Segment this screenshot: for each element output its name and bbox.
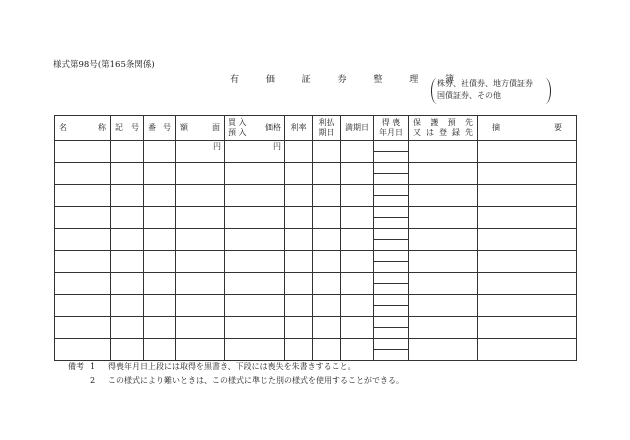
- lost-date-slot[interactable]: [374, 240, 408, 250]
- header-price-label: 価格: [265, 123, 281, 132]
- ledger-cell[interactable]: [478, 251, 577, 273]
- ledger-cell[interactable]: [111, 295, 144, 317]
- ledger-cell[interactable]: [176, 185, 225, 207]
- ledger-cell[interactable]: [409, 207, 478, 229]
- header-number: [144, 116, 176, 141]
- ledger-cell[interactable]: [176, 273, 225, 295]
- ledger-cell[interactable]: [111, 185, 144, 207]
- lost-date-slot[interactable]: [374, 196, 408, 206]
- header-remarks-label: 摘 要: [492, 123, 562, 132]
- header-custody: [409, 116, 478, 141]
- header-custody-label: 保 護 預 先: [413, 118, 473, 127]
- acquisition-date-cell[interactable]: [374, 273, 409, 295]
- ledger-cell[interactable]: [225, 163, 285, 185]
- acquisition-date-cell[interactable]: [374, 163, 409, 185]
- header-face-value: [176, 116, 225, 141]
- ledger-cell[interactable]: [341, 229, 374, 251]
- ledger-cell[interactable]: [225, 339, 285, 361]
- ledger-cell[interactable]: [144, 317, 176, 339]
- table-row: [55, 207, 577, 229]
- acquired-date-slot[interactable]: [374, 251, 408, 262]
- ledger-cell[interactable]: [313, 207, 341, 229]
- header-registry-label: 又 は 登 録 先: [413, 128, 473, 137]
- ledger-cell[interactable]: [144, 339, 176, 361]
- acquisition-date-cell[interactable]: [374, 317, 409, 339]
- header-name-label: 名 称: [59, 123, 106, 132]
- ledger-cell[interactable]: [225, 229, 285, 251]
- acquired-date-slot[interactable]: [374, 185, 408, 196]
- table-row: [55, 229, 577, 251]
- notes: [68, 360, 404, 388]
- ledger-cell[interactable]: [176, 251, 225, 273]
- header-face-label: 額 面: [180, 123, 220, 132]
- acquisition-date-cell[interactable]: [374, 295, 409, 317]
- note-text: 得喪年月日上段には取得を黒書き、下段には喪失を朱書きすること。: [108, 362, 356, 371]
- ledger-cell[interactable]: [341, 185, 374, 207]
- page-title: 有 価 証 券 整 理 簿: [230, 75, 467, 85]
- ledger-cell[interactable]: [176, 207, 225, 229]
- acquisition-date-cell[interactable]: [374, 141, 409, 163]
- header-rate-label: 利率: [290, 123, 307, 132]
- table-row: [55, 317, 577, 339]
- lost-date-slot[interactable]: [374, 328, 408, 338]
- ledger-cell[interactable]: [285, 273, 313, 295]
- ledger-cell[interactable]: [409, 295, 478, 317]
- ledger-cell[interactable]: [478, 185, 577, 207]
- securities-ledger-table: [54, 115, 577, 361]
- header-purchase-price: [225, 116, 285, 141]
- header-symbol-label: 記 号: [115, 123, 139, 132]
- ledger-cell[interactable]: [478, 317, 577, 339]
- ledger-cell[interactable]: [225, 317, 285, 339]
- ledger-cell[interactable]: [478, 163, 577, 185]
- note-item: [68, 374, 404, 388]
- ledger-cell[interactable]: [111, 317, 144, 339]
- ledger-cell[interactable]: [176, 339, 225, 361]
- header-acquisition-date: [374, 116, 409, 141]
- ledger-cell[interactable]: [225, 185, 285, 207]
- notes-label: 備考: [68, 362, 84, 371]
- price-unit-cell[interactable]: 円: [225, 141, 285, 163]
- ledger-cell[interactable]: [478, 295, 577, 317]
- ledger-cell[interactable]: [144, 229, 176, 251]
- table-row: [55, 185, 577, 207]
- ledger-cell[interactable]: [111, 339, 144, 361]
- ledger-cell[interactable]: [313, 141, 341, 163]
- ledger-cell[interactable]: [144, 251, 176, 273]
- ledger-cell[interactable]: [144, 163, 176, 185]
- header-symbol: [111, 116, 144, 141]
- ledger-cell[interactable]: [285, 317, 313, 339]
- acquired-date-slot[interactable]: [374, 273, 408, 284]
- ledger-cell[interactable]: [313, 229, 341, 251]
- lost-date-slot[interactable]: [374, 306, 408, 316]
- bracket-line-1: 株券、社債券、地方債証券: [437, 79, 533, 88]
- ledger-cell[interactable]: [341, 339, 374, 361]
- ledger-cell[interactable]: [111, 207, 144, 229]
- ledger-cell[interactable]: [313, 339, 341, 361]
- acquisition-date-cell[interactable]: [374, 229, 409, 251]
- acquired-date-slot[interactable]: [374, 207, 408, 218]
- ledger-cell[interactable]: [176, 163, 225, 185]
- securities-type-bracket: [431, 78, 551, 104]
- ledger-cell[interactable]: [409, 229, 478, 251]
- ledger-cell[interactable]: [225, 295, 285, 317]
- ledger-cell[interactable]: [341, 317, 374, 339]
- ledger-cell[interactable]: [55, 141, 111, 163]
- ledger-cell[interactable]: [225, 207, 285, 229]
- acquired-date-slot[interactable]: [374, 163, 408, 174]
- table-row: [55, 163, 577, 185]
- note-item: [68, 360, 404, 374]
- header-acquisition-label: 得 喪: [381, 118, 401, 127]
- acquired-date-slot[interactable]: [374, 295, 408, 306]
- table-row: [55, 339, 577, 361]
- table-row: [55, 295, 577, 317]
- ledger-cell[interactable]: [409, 339, 478, 361]
- ledger-cell[interactable]: [55, 185, 111, 207]
- ledger-cell[interactable]: [313, 273, 341, 295]
- table-row: [55, 251, 577, 273]
- ledger-cell[interactable]: [55, 295, 111, 317]
- ledger-cell[interactable]: [111, 273, 144, 295]
- ledger-cell[interactable]: [409, 141, 478, 163]
- lost-date-slot[interactable]: [374, 350, 408, 360]
- note-number: 2: [90, 376, 96, 385]
- ledger-cell[interactable]: [176, 317, 225, 339]
- ledger-body: [55, 141, 577, 361]
- ledger-cell[interactable]: [55, 273, 111, 295]
- ledger-cell[interactable]: [111, 229, 144, 251]
- note-text: この様式により難いときは、この様式に準じた別の様式を使用することができる。: [108, 376, 404, 385]
- ledger-cell[interactable]: [409, 273, 478, 295]
- ledger-cell[interactable]: [313, 317, 341, 339]
- ledger-cell[interactable]: [111, 163, 144, 185]
- ledger-cell[interactable]: [55, 229, 111, 251]
- acquisition-date-cell[interactable]: [374, 207, 409, 229]
- ledger-cell[interactable]: [285, 251, 313, 273]
- ledger-cell[interactable]: [409, 163, 478, 185]
- ledger-cell[interactable]: [341, 163, 374, 185]
- header-rate: [285, 116, 313, 141]
- ledger-cell[interactable]: [144, 141, 176, 163]
- lost-date-slot[interactable]: [374, 152, 408, 162]
- header-purchase-label: 買 入: [228, 118, 247, 127]
- header-deposit-label: 預 入: [228, 128, 247, 137]
- lost-date-slot[interactable]: [374, 218, 408, 228]
- note-number: 1: [90, 362, 96, 371]
- header-remarks: [478, 116, 577, 141]
- face-unit-cell[interactable]: 円: [176, 141, 225, 163]
- header-interest-date-label: 期日: [318, 128, 335, 137]
- ledger-cell[interactable]: [313, 251, 341, 273]
- acquisition-date-cell[interactable]: [374, 185, 409, 207]
- bracket-line-2: 国債証券、その他: [437, 91, 501, 100]
- acquisition-date-cell[interactable]: [374, 339, 409, 361]
- acquired-date-slot[interactable]: [374, 317, 408, 328]
- ledger-cell[interactable]: [55, 339, 111, 361]
- ledger-cell[interactable]: [341, 207, 374, 229]
- header-ymd-label: 年月日: [379, 128, 403, 137]
- ledger-cell[interactable]: [478, 339, 577, 361]
- ledger-cell[interactable]: [144, 273, 176, 295]
- header-name: [55, 116, 111, 141]
- ledger-cell[interactable]: [176, 295, 225, 317]
- ledger-cell[interactable]: [55, 251, 111, 273]
- table-row: [55, 273, 577, 295]
- ledger-cell[interactable]: [478, 141, 577, 163]
- ledger-cell[interactable]: [341, 251, 374, 273]
- ledger-cell[interactable]: [176, 229, 225, 251]
- ledger-cell[interactable]: [55, 163, 111, 185]
- ledger-cell[interactable]: [478, 229, 577, 251]
- header-row: [55, 116, 577, 141]
- ledger-cell[interactable]: [111, 251, 144, 273]
- acquired-date-slot[interactable]: [374, 141, 408, 152]
- ledger-cell[interactable]: [285, 207, 313, 229]
- ledger-cell[interactable]: [313, 185, 341, 207]
- ledger-cell[interactable]: [144, 295, 176, 317]
- ledger-cell[interactable]: [285, 339, 313, 361]
- lost-date-slot[interactable]: [374, 262, 408, 272]
- ledger-cell[interactable]: [341, 295, 374, 317]
- acquisition-date-cell[interactable]: [374, 251, 409, 273]
- ledger-cell[interactable]: [55, 317, 111, 339]
- header-interest-date: [313, 116, 341, 141]
- ledger-cell[interactable]: [144, 207, 176, 229]
- ledger-cell[interactable]: [341, 141, 374, 163]
- header-interest-label: 利払: [318, 118, 335, 127]
- ledger-cell[interactable]: [285, 229, 313, 251]
- acquired-date-slot[interactable]: [374, 339, 408, 350]
- ledger-cell[interactable]: [225, 273, 285, 295]
- ledger-cell[interactable]: [111, 141, 144, 163]
- ledger-cell[interactable]: [313, 163, 341, 185]
- lost-date-slot[interactable]: [374, 174, 408, 184]
- ledger-cell[interactable]: [409, 185, 478, 207]
- ledger-cell[interactable]: [409, 251, 478, 273]
- form-number: 様式第98号(第165条関係): [53, 60, 155, 70]
- ledger-cell[interactable]: [285, 185, 313, 207]
- acquired-date-slot[interactable]: [374, 229, 408, 240]
- ledger-cell[interactable]: [341, 273, 374, 295]
- ledger-cell[interactable]: [144, 185, 176, 207]
- table-row: [55, 141, 577, 163]
- ledger-cell[interactable]: [478, 207, 577, 229]
- ledger-cell[interactable]: [285, 163, 313, 185]
- header-maturity-label: 満期日: [345, 123, 369, 132]
- ledger-cell[interactable]: [55, 207, 111, 229]
- ledger-cell[interactable]: [313, 295, 341, 317]
- ledger-cell[interactable]: [225, 251, 285, 273]
- ledger-cell[interactable]: [478, 273, 577, 295]
- header-number-label: 番 号: [148, 123, 171, 132]
- ledger-cell[interactable]: [409, 317, 478, 339]
- lost-date-slot[interactable]: [374, 284, 408, 294]
- header-maturity: [341, 116, 374, 141]
- ledger-cell[interactable]: [285, 295, 313, 317]
- ledger-cell[interactable]: [285, 141, 313, 163]
